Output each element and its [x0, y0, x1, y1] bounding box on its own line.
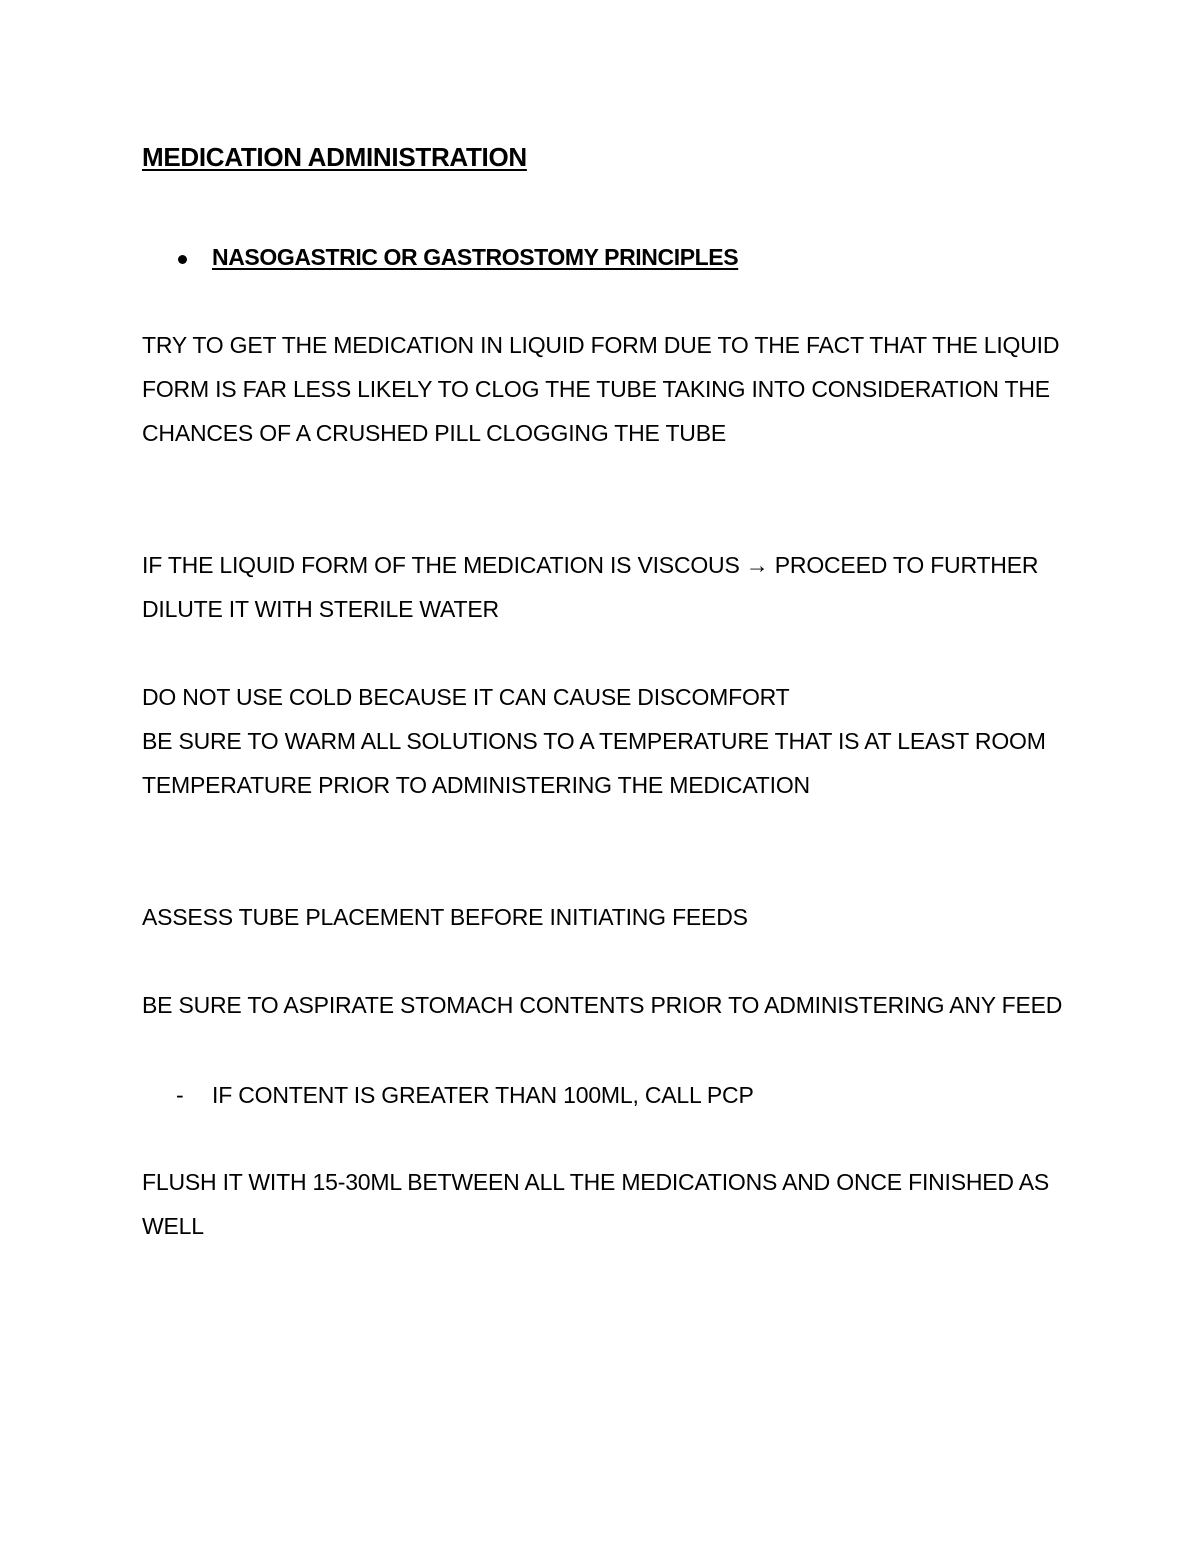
paragraph-liquid-form: TRY TO GET THE MEDICATION IN LIQUID FORM DUE TO THE FACT THAT THE LIQUID FORM IS FAR LESS LIKELY TO CLOG THE TUBE TAKING INTO CONSIDERATION THE CHANCES OF A CRUSHED PILL CLOGGING THE TUBE: [142, 332, 1060, 446]
paragraph-viscous: IF THE LIQUID FORM OF THE MEDICATION IS VISCOUS → PROCEED TO FURTHER DILUTE IT WITH STERILE WATER: [142, 552, 1039, 622]
paragraph-warm-solutions: BE SURE TO WARM ALL SOLUTIONS TO A TEMPERATURE THAT IS AT LEAST ROOM TEMPERATURE PRIOR TO ADMINISTERING THE MEDICATION: [142, 728, 1046, 798]
paragraph-flush: FLUSH IT WITH 15-30ML BETWEEN ALL THE MEDICATIONS AND ONCE FINISHED AS WELL: [142, 1169, 1050, 1239]
dash-list-item: [176, 1073, 754, 1117]
dash-marker: -: [176, 1082, 184, 1108]
paragraph-tube-placement: ASSESS TUBE PLACEMENT BEFORE INITIATING FEEDS: [142, 904, 748, 930]
bullet-icon: [178, 255, 187, 264]
dash-item-text: IF CONTENT IS GREATER THAN 100ML, CALL PCP: [212, 1082, 754, 1108]
paragraph-aspirate: BE SURE TO ASPIRATE STOMACH CONTENTS PRIOR TO ADMINISTERING ANY FEED: [142, 992, 1063, 1018]
section-heading: NASOGASTRIC OR GASTROSTOMY PRINCIPLES: [212, 244, 739, 270]
paragraph-cold: DO NOT USE COLD BECAUSE IT CAN CAUSE DISCOMFORT: [142, 684, 790, 710]
page-title: MEDICATION ADMINISTRATION: [142, 142, 527, 172]
